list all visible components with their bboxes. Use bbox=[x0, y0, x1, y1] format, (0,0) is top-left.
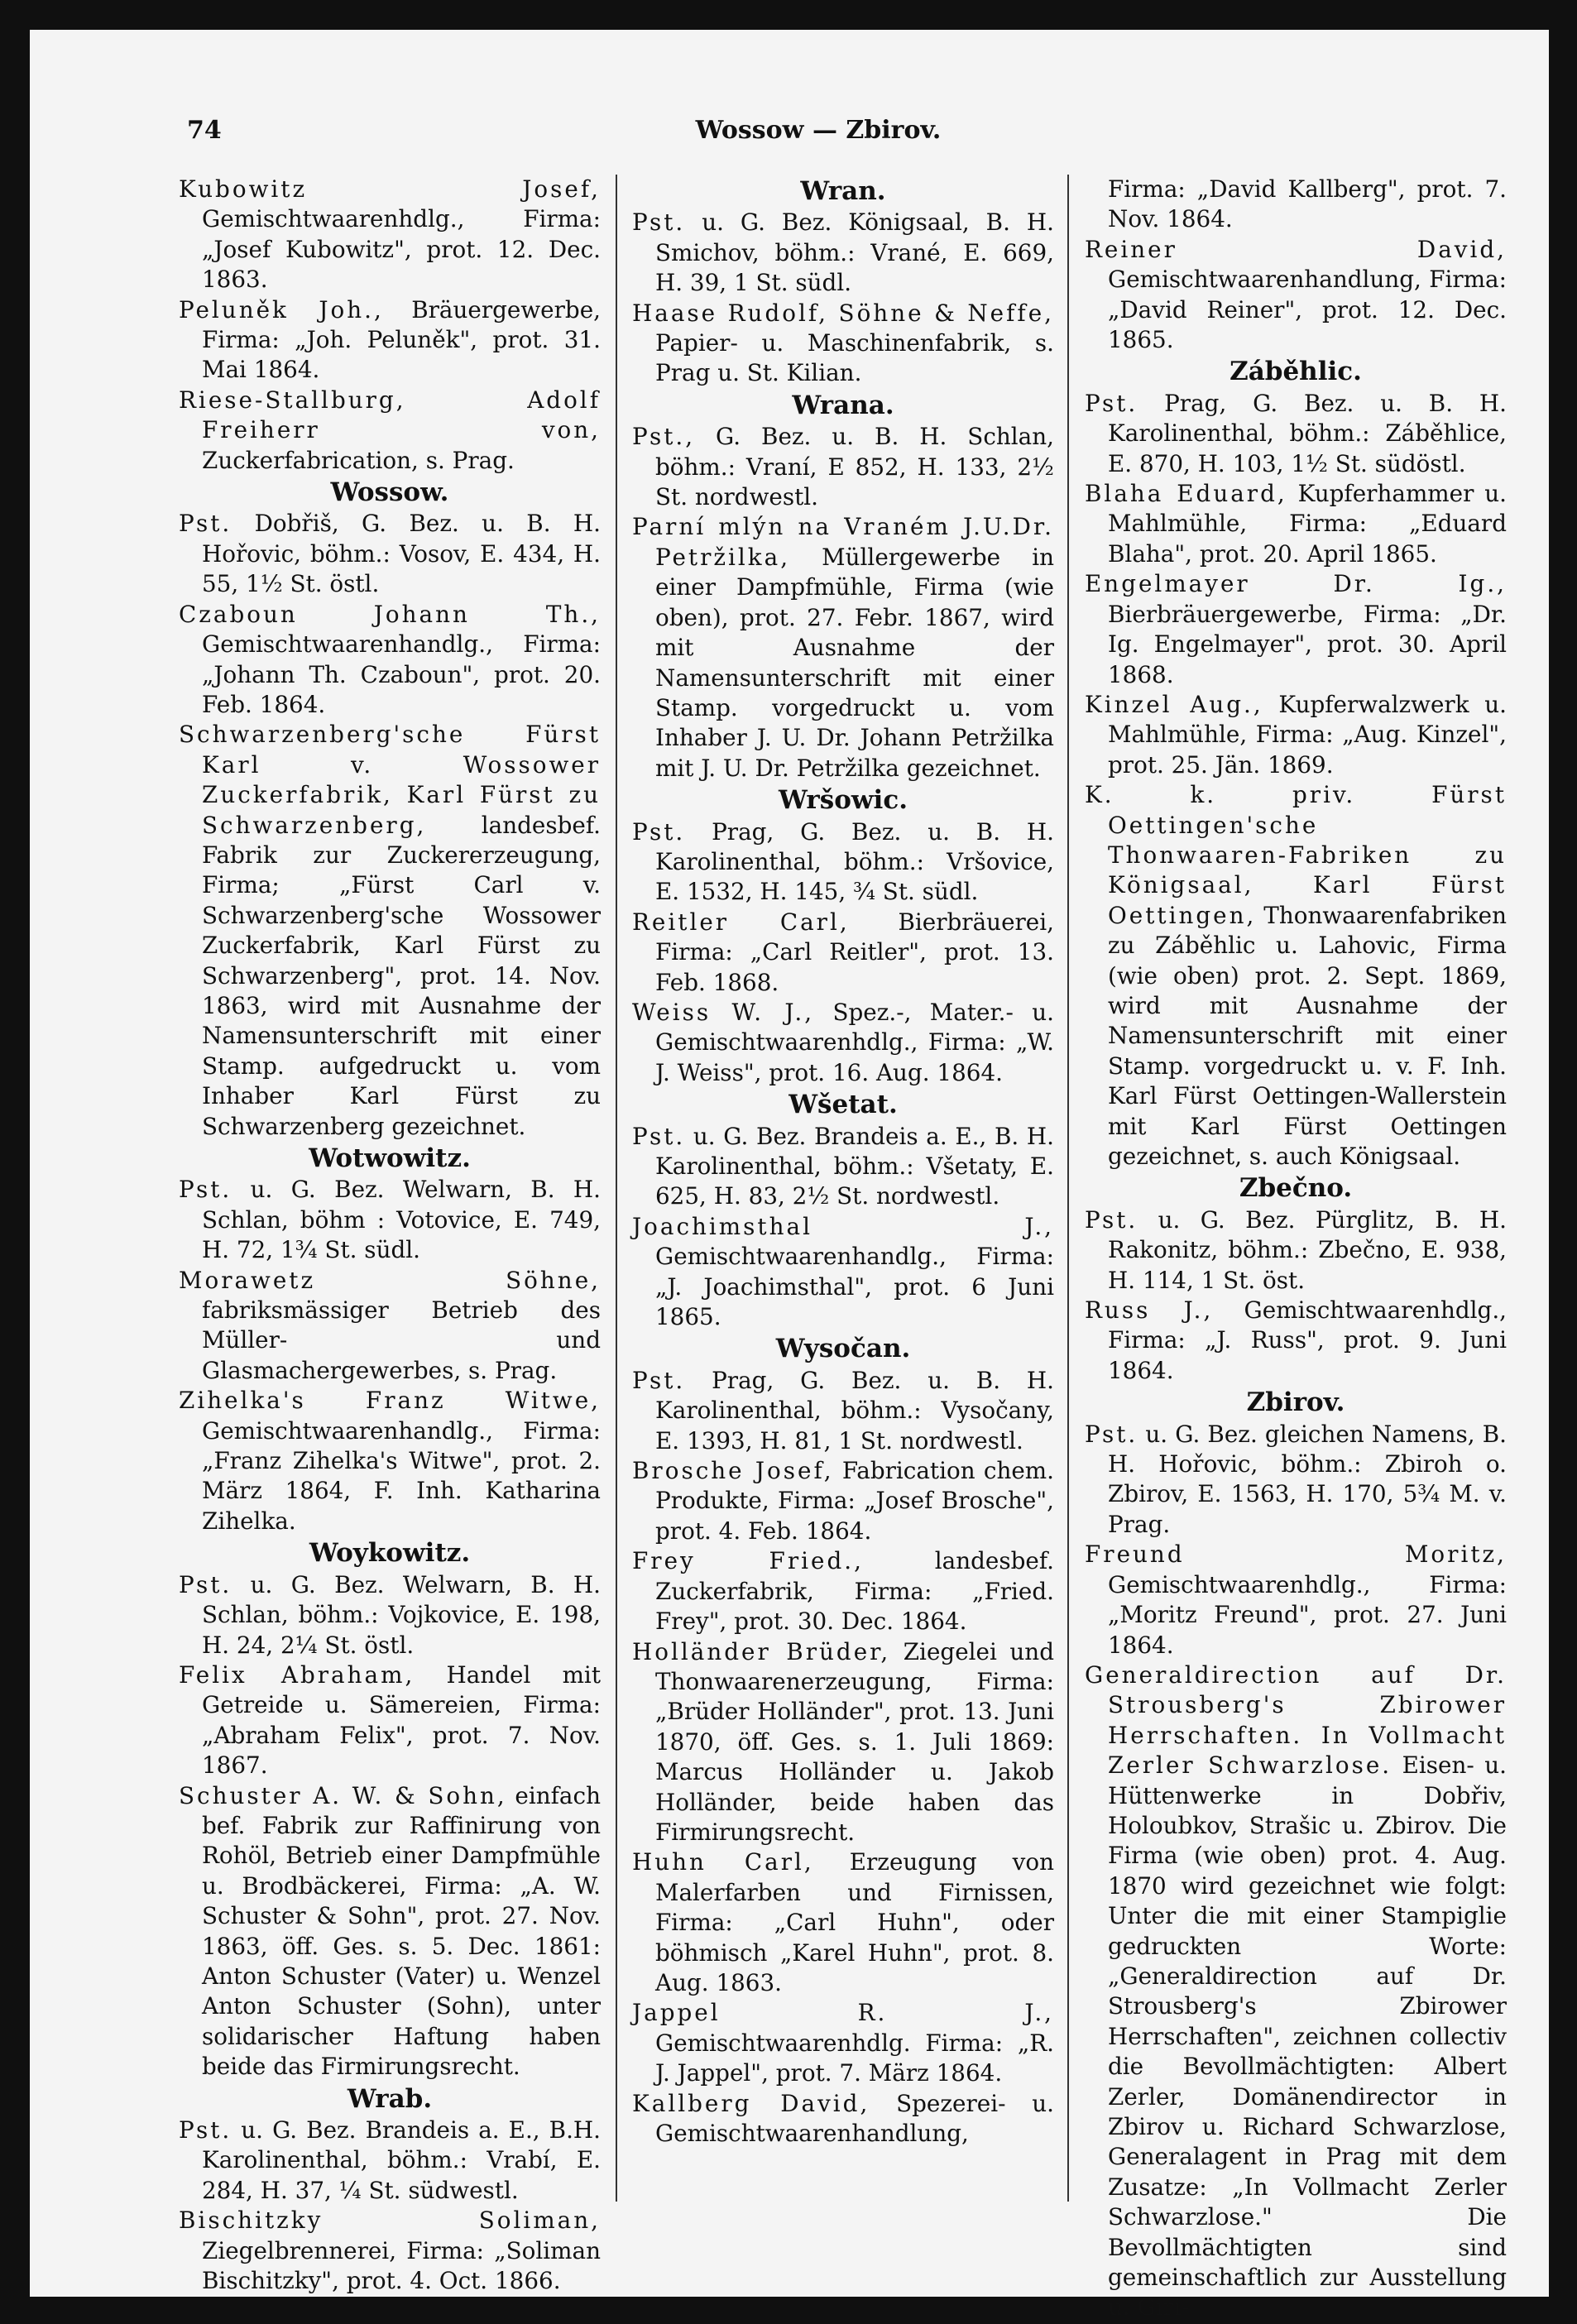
entry-text: Handel mit Getreide u. Sämereien, Firma: „Abraham Felix", prot. 7. Nov. 1867. bbox=[202, 1660, 601, 1780]
entry-text: Gemischtwaarenhdlg., Firma: „Moritz Freund", prot. 27. Juni 1864. bbox=[1108, 1570, 1507, 1659]
entry-name: K. k. priv. Fürst Oettingen'sche Thonwaaren-Fabriken zu Königsaal, Karl Fürst Oettingen, bbox=[1085, 781, 1507, 929]
entry-name: Zihelka's Franz Witwe, bbox=[179, 1387, 601, 1415]
entry-name: Jappel R. J., bbox=[632, 1999, 1054, 2027]
register-entry bbox=[179, 2206, 601, 2296]
entry-text: u. G. Bez. gleichen Namens, B. H. Hořovic, böhm.: Zbiroh o. Zbirov, E. 1563, H. 170, 5¾ M. v. Prag. bbox=[1108, 1420, 1507, 1538]
entry-name: Pst. bbox=[1085, 389, 1138, 417]
entry-name: Pst. bbox=[179, 1176, 232, 1204]
register-entry bbox=[632, 1122, 1054, 1212]
entry-name: Schwarzenberg'sche Fürst Karl v. Wossower Zuckerfabrik, Karl Fürst zu Schwarzenberg, bbox=[179, 721, 601, 839]
entry-name: Engelmayer Dr. Ig., bbox=[1085, 570, 1507, 598]
register-entry bbox=[632, 422, 1054, 512]
town-heading: Wysočan. bbox=[775, 1334, 911, 1364]
column-middle bbox=[632, 175, 1054, 2149]
entry-name: Blaha Eduard, bbox=[1085, 480, 1287, 508]
entry-name: Brosche Josef, bbox=[632, 1457, 834, 1485]
entry-name: Joachimsthal J., bbox=[632, 1212, 1054, 1240]
entry-name: Peluněk Joh., bbox=[179, 295, 384, 323]
entry-name: Felix Abraham, bbox=[179, 1660, 415, 1689]
register-entry bbox=[1085, 1420, 1507, 1541]
column-left bbox=[179, 175, 601, 2296]
town-heading: Woykowitz. bbox=[309, 1538, 471, 1569]
entry-text: G. Bez. u. B. H. Schlan, böhm.: Vraní, E 852, H. 133, 2½ St. nordwestl. bbox=[655, 423, 1054, 511]
entry-text: einfach bef. Fabrik zur Raffinirung von Rohöl, Betrieb einer Dampfmühle u. Brodbäckerei, Firma: „A. W. Schuster & Sohn", prot. 27. Nov. 1863, öff. Ges. s. 5. Dec. 1861: Anton Schuster (Vater) u. Wenzel Anton Schuster (Sohn), unter solidarischer Haftung haben beide das Firmirungsrecht. bbox=[202, 1781, 601, 2081]
entry-name: Pst. bbox=[632, 817, 686, 846]
entry-name: Pst. bbox=[632, 208, 686, 237]
column-divider bbox=[616, 175, 617, 2202]
entry-text: Papier- u. Maschinenfabrik, s. Prag u. St. Kilian. bbox=[655, 329, 1054, 387]
register-entry bbox=[1085, 235, 1507, 356]
register-entry bbox=[179, 295, 601, 386]
entry-name: Schuster A. W. & Sohn, bbox=[179, 1781, 507, 1809]
entry-name: Pst. bbox=[1085, 1420, 1138, 1448]
register-entry bbox=[632, 1456, 1054, 1546]
entry-text: u. G. Bez. Welwarn, B. H. Schlan, böhm : Votovice, E. 749, H. 72, 1¾ St. südl. bbox=[202, 1176, 601, 1264]
entry-text: Kupferhammer u. Mahlmühle, Firma: „Eduard Blaha", prot. 20. April 1865. bbox=[1108, 480, 1507, 568]
town-heading: Wotwowitz. bbox=[309, 1143, 471, 1173]
register-entry bbox=[632, 908, 1054, 998]
register-entry bbox=[632, 1998, 1054, 2088]
register-entry bbox=[179, 1175, 601, 1265]
entry-text: Gemischtwaarenhandlg., Firma: „J. Joachimsthal", prot. 6 Juni 1865. bbox=[655, 1243, 1054, 1331]
entry-name: Holländer Brüder, bbox=[632, 1637, 891, 1665]
register-entry bbox=[632, 1212, 1054, 1333]
entry-text: Prag, G. Bez. u. B. H. Karolinenthal, böhm.: Vysočany, E. 1393, H. 81, 1 St. nordwestl. bbox=[655, 1366, 1054, 1454]
entry-text: Spez.-, Mater.- u. Gemischtwaarenhdlg., Firma: „W. J. Weiss", prot. 16. Aug. 1864. bbox=[655, 998, 1054, 1086]
register-entry bbox=[1085, 1205, 1507, 1296]
entry-text: Kupferwalzwerk u. Mahlmühle, Firma: „Aug. Kinzel", prot. 25. Jän. 1869. bbox=[1108, 690, 1507, 779]
entry-name: Freund Moritz, bbox=[1085, 1541, 1507, 1569]
entry-text: landesbef. Fabrik zur Zuckererzeugung, Firma; „Fürst Carl v. Schwarzenberg'sche Wossower Zuckerfabrik, Karl Fürst zu Schwarzenberg", prot. 14. Nov. 1863, wird mit Ausnahme der Namensunterschrift mit einer Stamp. aufgedruckt u. vom Inhaber Karl Fürst zu Schwarzenberg gezeichnet. bbox=[202, 811, 601, 1140]
entry-name: Russ J., bbox=[1085, 1296, 1214, 1325]
register-entry bbox=[179, 175, 601, 295]
entry-text: Prag, G. Bez. u. B. H. Karolinenthal, böhm.: Vršovice, E. 1532, H. 145, ¾ St. südl. bbox=[655, 817, 1054, 906]
column-right bbox=[1085, 175, 1507, 2323]
register-entry bbox=[632, 512, 1054, 783]
entry-name: Frey Fried., bbox=[632, 1547, 864, 1575]
entry-text: Gemischtwaarenhdlg., Firma: „J. Russ", prot. 9. Juni 1864. bbox=[1108, 1296, 1507, 1384]
entry-name: Morawetz Söhne, bbox=[179, 1266, 601, 1294]
entry-text: u. G. Bez. Welwarn, B. H. Schlan, böhm.: Vojkovice, E. 198, H. 24, 2¼ St. östl. bbox=[202, 1570, 601, 1659]
entry-name: Kallberg David, bbox=[632, 2089, 870, 2117]
page-number: 74 bbox=[187, 116, 222, 145]
entry-text: Ziegelbrennerei, Firma: „Soliman Bischitzky", prot. 4. Oct. 1866. bbox=[202, 2236, 601, 2295]
register-entry bbox=[632, 1546, 1054, 1636]
register-entry bbox=[632, 208, 1054, 298]
register-entry bbox=[179, 1386, 601, 1536]
town-heading: Zbirov. bbox=[1246, 1387, 1345, 1418]
entry-name: Pst. bbox=[632, 1122, 686, 1150]
entry-name: Czaboun Johann Th., bbox=[179, 600, 601, 628]
entry-name: Huhn Carl, bbox=[632, 1848, 814, 1876]
town-heading: Wossow. bbox=[330, 477, 449, 508]
register-entry bbox=[632, 1847, 1054, 1998]
entry-text: u. G. Bez. Pürglitz, B. H. Rakonitz, böhm.: Zbečno, E. 938, H. 114, 1 St. öst. bbox=[1108, 1205, 1507, 1294]
entry-name: Pst. bbox=[632, 1366, 686, 1394]
entry-text: Gemischtwaarenhandlung, Firma: „David Reiner", prot. 12. Dec. 1865. bbox=[1108, 266, 1507, 354]
entry-text: Erzeugung von Malerfarben und Firnissen, Firma: „Carl Huhn", oder böhmisch „Karel Huhn", prot. 8. Aug. 1863. bbox=[655, 1848, 1054, 1996]
entry-text: Bräuergewerbe, Firma: „Joh. Peluněk", prot. 31. Mai 1864. bbox=[202, 295, 601, 384]
register-entry bbox=[632, 1637, 1054, 1848]
entry-name: Generaldirection auf Dr. Strousberg's Zbirower Herrschaften. In Vollmacht Zerler Schwarzlose. bbox=[1085, 1660, 1507, 1780]
entry-text: Bierbräuerei, Firma: „Carl Reitler", prot. 13. Feb. 1868. bbox=[655, 908, 1054, 996]
register-entry bbox=[632, 1366, 1054, 1456]
town-heading: Wršowic. bbox=[778, 785, 908, 816]
town-heading: Wrab. bbox=[347, 2083, 433, 2114]
entry-name: Weiss W. J., bbox=[632, 998, 815, 1026]
register-entry bbox=[179, 2116, 601, 2206]
entry-name: Reiner David, bbox=[1085, 235, 1507, 263]
entry-text: Prag, G. Bez. u. B. H. Karolinenthal, böhm.: Záběhlice, E. 870, H. 103, 1½ St. südöstl. bbox=[1108, 389, 1507, 477]
entry-name: Kubowitz Josef, bbox=[179, 175, 601, 203]
register-entry bbox=[1085, 1660, 1507, 2323]
register-entry bbox=[1085, 389, 1507, 479]
entry-text: Gemischtwaarenhdlg., Firma: „Josef Kubowitz", prot. 12. Dec. 1863. bbox=[202, 205, 601, 294]
entry-text: Zuckerfabrication, s. Prag. bbox=[202, 446, 515, 474]
register-entry bbox=[179, 386, 601, 476]
register-entry bbox=[179, 1570, 601, 1660]
entry-name: Pst. bbox=[179, 2116, 232, 2144]
register-entry bbox=[179, 1660, 601, 1781]
register-entry bbox=[1085, 479, 1507, 569]
entry-text: Gemischtwaarenhandlg., Firma: „Johann Th. Czaboun", prot. 20. Feb. 1864. bbox=[202, 630, 601, 718]
entry-text: fabriksmässiger Betrieb des Müller- und Glasmachergewerbes, s. Prag. bbox=[202, 1296, 601, 1384]
entry-name: Parní mlýn na Vraném J.U.Dr. Petržilka, bbox=[632, 513, 1054, 571]
entry-text: Müllergewerbe in einer Dampfmühle, Firma (wie oben), prot. 27. Febr. 1867, wird mit Ausnahme der Namensunterschrift mit einer Stamp. vorgedruckt u. vom Inhaber J. U. Dr. Johann Petržilka mit J. U. Dr. Petržilka gezeichnet. bbox=[655, 543, 1054, 782]
register-entry bbox=[179, 720, 601, 1142]
entry-name: Pst. bbox=[179, 1570, 232, 1598]
page-title: Wossow — Zbirov. bbox=[695, 116, 942, 145]
page-header bbox=[187, 116, 1450, 157]
entry-name: Bischitzky Soliman, bbox=[179, 2207, 601, 2235]
entry-text: Fabrication chem. Produkte, Firma: „Josef Brosche", prot. 4. Feb. 1864. bbox=[655, 1457, 1054, 1545]
entry-continuation: Firma: „David Kallberg", prot. 7. Nov. 1864. bbox=[1108, 175, 1507, 233]
entry-text: Ziegelei und Thonwaarenerzeugung, Firma: „Brüder Holländer", prot. 13. Juni 1870, öff. Ges. s. 1. Juli 1869: Marcus Holländer u. Jakob Holländer, beide haben das Firmirungsrecht. bbox=[655, 1637, 1054, 1846]
entry-name: Kinzel Aug., bbox=[1085, 690, 1263, 718]
town-heading: Záběhlic. bbox=[1229, 357, 1362, 387]
register-entry bbox=[179, 509, 601, 599]
entry-name: Riese-Stallburg, Adolf Freiherr von, bbox=[179, 386, 601, 444]
register-entry bbox=[179, 1781, 601, 2082]
register-entry bbox=[632, 817, 1054, 908]
entry-text: u. G. Bez. Königsaal, B. H. Smichov, böhm.: Vrané, E. 669, H. 39, 1 St. südl. bbox=[655, 208, 1054, 297]
entry-text: landesbef. Zuckerfabrik, Firma: „Fried. Frey", prot. 30. Dec. 1864. bbox=[655, 1547, 1054, 1636]
register-entry bbox=[632, 2089, 1054, 2149]
entry-name: Pst. bbox=[179, 510, 232, 538]
register-entry bbox=[1085, 569, 1507, 690]
register-entry bbox=[1085, 780, 1507, 1172]
document-page bbox=[30, 30, 1549, 2322]
town-heading: Wran. bbox=[800, 176, 886, 206]
entry-text: u. G. Bez. Brandeis a. E., B. H. Karolinenthal, böhm.: Všetaty, E. 625, H. 83, 2½ St. nordwestl. bbox=[655, 1122, 1054, 1210]
register-entry bbox=[632, 299, 1054, 389]
entry-text: Gemischtwaarenhdlg. Firma: „R. J. Jappel", prot. 7. März 1864. bbox=[655, 2029, 1054, 2087]
entry-name: Pst. bbox=[1085, 1205, 1138, 1234]
entry-text: Gemischtwaarenhandlg., Firma: „Franz Zihelka's Witwe", prot. 2. März 1864, F. Inh. Katharina Zihelka. bbox=[202, 1416, 601, 1535]
entry-text: Bierbräuergewerbe, Firma: „Dr. Ig. Engelmayer", prot. 30. April 1868. bbox=[1108, 600, 1507, 688]
entry-name: Reitler Carl, bbox=[632, 908, 850, 936]
register-entry bbox=[179, 600, 601, 721]
entry-text: u. G. Bez. Brandeis a. E., B.H. Karolinenthal, böhm.: Vrabí, E. 284, H. 37, ¼ St. südwestl. bbox=[202, 2116, 601, 2204]
entry-name: Haase Rudolf, Söhne & Neffe, bbox=[632, 299, 1054, 327]
column-divider bbox=[1067, 175, 1069, 2202]
town-heading: Wrana. bbox=[792, 390, 894, 420]
entry-text: Eisen- u. Hüttenwerke in Dobřiv, Holoubkov, Strašic u. Zbirov. Die Firma (wie oben) prot. 4. Aug. 1870 wird gezeichnet wie folgt: Unter die mit einer Stampiglie gedruckten Worte: „Generaldirection auf Dr. Strousberg's Zbirower Herrschaften", zeichnen collectiv die Bevollmächtigten: Albert Zerler, Domänendirector in Zbirov u. Richard Schwarzlose, Generalagent in Prag mit dem Zusatze: „In Vollmacht Zerler Schwarzlose." Die Bevollmächtigten sind gemeinschaftlich zur Ausstellung u. Giri- bbox=[1108, 1751, 1507, 2322]
register-entry bbox=[1085, 690, 1507, 780]
entry-name: Pst., bbox=[632, 423, 696, 451]
entry-text: Spezerei- u. Gemischtwaarenhandlung, bbox=[655, 2089, 1054, 2147]
register-entry bbox=[179, 1266, 601, 1387]
register-entry bbox=[1085, 1296, 1507, 1386]
town-heading: Wšetat. bbox=[788, 1090, 898, 1120]
register-entry bbox=[632, 998, 1054, 1088]
entry-text: Dobřiš, G. Bez. u. B. H. Hořovic, böhm.: Vosov, E. 434, H. 55, 1½ St. östl. bbox=[202, 510, 601, 598]
entry-text: Thonwaarenfabriken zu Záběhlic u. Lahovic, Firma (wie oben) prot. 2. Sept. 1869, wird mit Ausnahme der Namensunterschrift mit einer Stamp. vorgedruckt u. v. F. Inh. Karl Fürst Oettingen-Wallerstein mit Karl Fürst Oettingen gezeichnet, s. auch Königsaal. bbox=[1108, 901, 1507, 1170]
register-entry bbox=[1085, 1540, 1507, 1660]
town-heading: Zbečno. bbox=[1239, 1173, 1353, 1204]
